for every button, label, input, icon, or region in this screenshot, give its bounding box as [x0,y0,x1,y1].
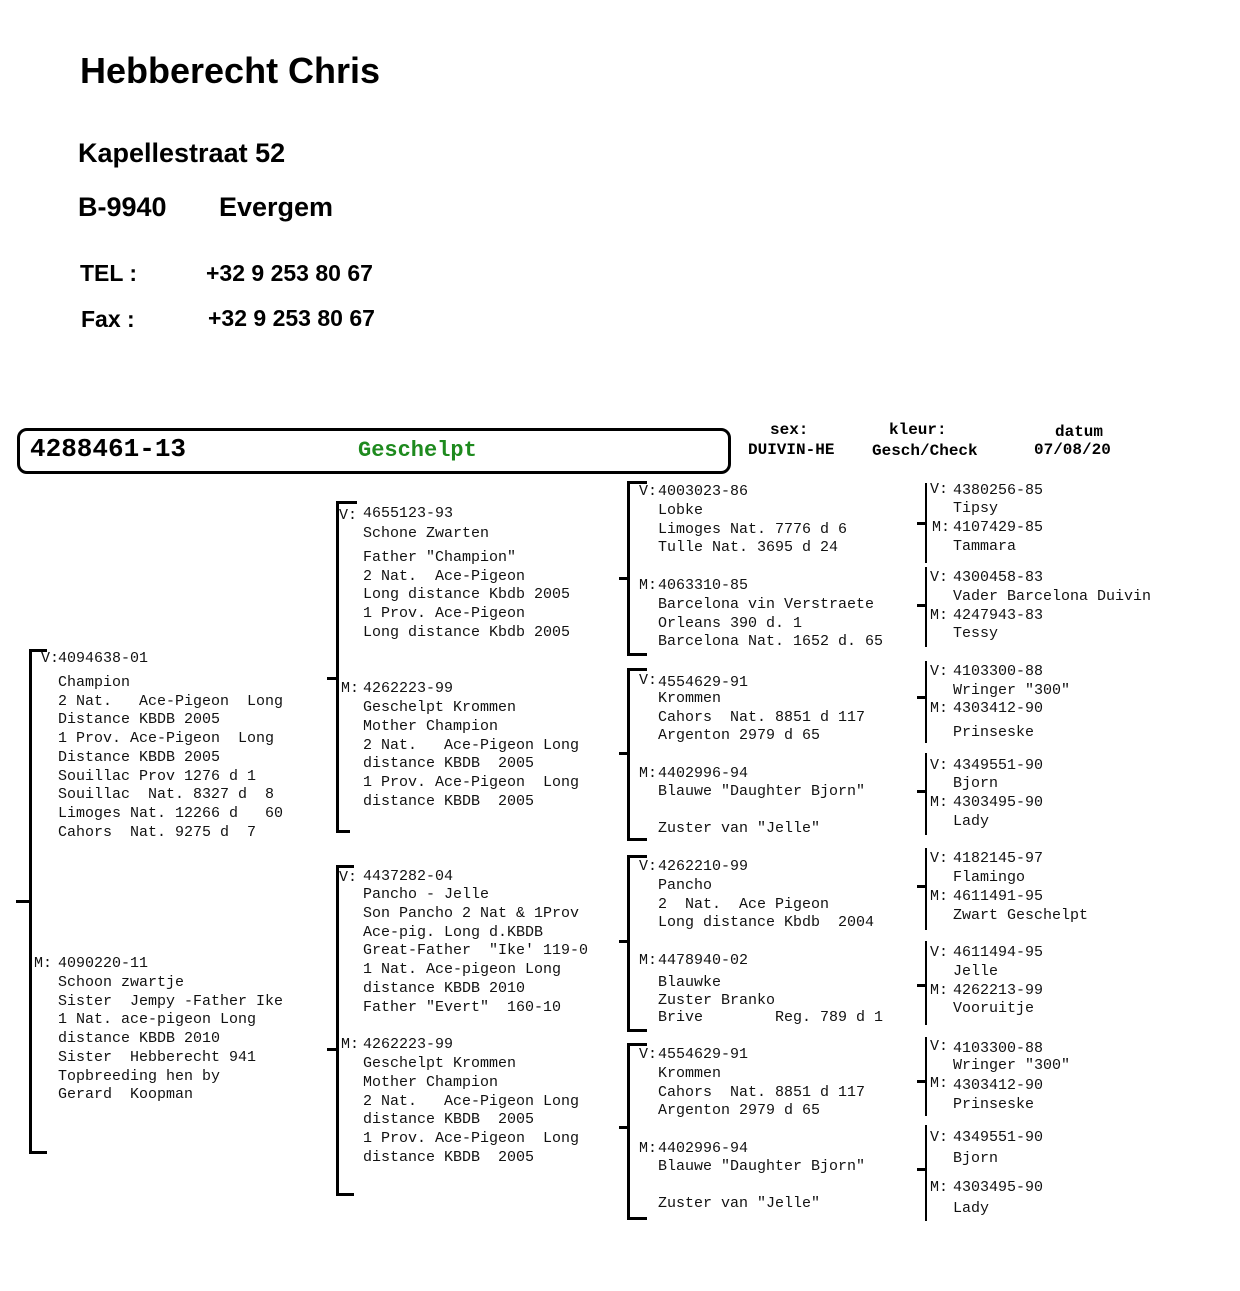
bracket-gen3c-vertical [627,855,630,1032]
gen4-2-tag: V: [930,569,949,586]
gen4-2-ring: 4300458-83 [953,569,1044,586]
gen4-5-name: Prinseske [953,724,1035,741]
bracket-gen4-3-vertical [925,661,927,743]
gen4-12-name: Wringer "300" [953,1057,1071,1074]
gen3-2-details: Krommen Cahors Nat. 8851 d 117 Argenton 2979 d 65 [658,690,866,745]
bracket-gen2a-vertical [336,501,339,833]
tel-label: TEL : [80,260,138,286]
gen4-1-tag: M: [932,519,951,536]
gen3-3-details: Blauwe "Daughter Bjorn" Zuster van "Jelle" [658,783,866,838]
gen4-6-tag: V: [930,757,949,774]
owner-name: Hebberecht Chris [80,50,381,91]
gen4-0-ring: 4380256-85 [953,482,1044,499]
gen2-2-name: Pancho - Jelle [363,886,490,903]
bracket-gen2b-vertical [336,865,339,1196]
dam-ring: 4090220-11 [58,955,149,972]
bracket-gen4-2-vertical [925,567,927,647]
gen2-1-name: Geschelpt Krommen [363,699,517,716]
gen3-2-ring: 4554629-91 [658,674,749,691]
bracket-gen4-4-vertical [925,753,927,835]
dam-tag: M: [34,955,53,972]
gen4-15-name: Lady [953,1200,990,1217]
bracket-gen1-bottom [29,1151,47,1154]
sex-value: DUIVIN-HE [748,441,835,459]
datum-value: 07/08/20 [1034,441,1111,459]
owner-postcode: B-9940 [78,192,167,222]
gen4-11-tag: M: [930,982,949,999]
sex-label: sex: [770,421,809,439]
bracket-gen3a-bottom [627,653,647,656]
bracket-gen3b-top [627,668,647,671]
gen4-5-ring: 4303412-90 [953,700,1044,717]
gen3-5-ring: 4478940-02 [658,952,749,969]
gen2-1-ring: 4262223-99 [363,680,454,697]
gen4-7-ring: 4303495-90 [953,794,1044,811]
gen4-15-ring: 4303495-90 [953,1179,1044,1196]
dam-details: Schoon zwartje Sister Jempy -Father Ike 1 Nat. ace-pigeon Long distance KBDB 2010 Sister Hebberecht 941 Topbreeding hen by Gerard Koopman [58,974,284,1104]
gen4-3-ring: 4247943-83 [953,607,1044,624]
bracket-gen2b-top [336,865,354,868]
sire-details: Champion 2 Nat. Ace-Pigeon Long Distance KBDB 2005 1 Prov. Ace-Pigeon Long Distance KBDB 2005 Souillac Prov 1276 d 1 Souillac Nat. 8327 d 8 Limoges Nat. 12266 d 60 Cahors Nat. 9275 d 7 [58,674,284,841]
bracket-gen1-vertical [29,649,32,1154]
bracket-gen3b-bottom [627,838,647,841]
gen3-1-tag: M: [639,577,658,594]
gen3-5-details: Blauwke Zuster Branko Brive Reg. 789 d 1 [658,974,884,1026]
bracket-gen2a-top [336,501,357,504]
bracket-gen2a-bottom [336,830,350,833]
gen2-1-tag: M: [341,680,360,697]
gen2-0-ring: 4655123-93 [363,505,454,522]
gen2-3-name: Geschelpt Krommen [363,1055,517,1072]
bird-ring-number: 4288461-13 [30,434,187,464]
gen2-3-tag: M: [341,1036,360,1053]
bracket-gen4-5-vertical [925,848,927,930]
sire-tag: V: [41,650,60,667]
bracket-gen3d-vertical [627,1043,630,1220]
gen4-8-ring: 4182145-97 [953,850,1044,867]
gen4-9-tag: M: [930,888,949,905]
gen4-14-tag: V: [930,1129,949,1146]
gen4-2-name: Vader Barcelona Duivin [953,588,1152,605]
gen2-0-details: Father "Champion" 2 Nat. Ace-Pigeon Long distance Kbdb 2005 1 Prov. Ace-Pigeon Long distance Kbdb 2005 [363,549,571,641]
gen2-1-details: Mother Champion 2 Nat. Ace-Pigeon Long distance KBDB 2005 1 Prov. Ace-Pigeon Long distance KBDB 2005 [363,718,580,810]
bracket-gen3c-bottom [627,1029,647,1032]
gen4-1-ring: 4107429-85 [953,519,1044,536]
gen4-10-tag: V: [930,944,949,961]
gen4-9-name: Zwart Geschelpt [953,907,1089,924]
gen4-5-tag: M: [930,700,949,717]
gen4-10-ring: 4611494-95 [953,944,1044,961]
gen3-6-details: Krommen Cahors Nat. 8851 d 117 Argenton 2979 d 65 [658,1065,866,1120]
gen3-6-ring: 4554629-91 [658,1046,749,1063]
gen4-4-ring: 4103300-88 [953,663,1044,680]
gen4-4-name: Wringer "300" [953,682,1071,699]
bracket-gen3d-bottom [627,1217,647,1220]
bracket-gen4-7-vertical [925,1037,927,1116]
gen3-7-details: Blauwe "Daughter Bjorn" Zuster van "Jelle" [658,1158,866,1213]
gen4-15-tag: M: [930,1179,949,1196]
gen4-7-tag: M: [930,794,949,811]
gen3-7-ring: 4402996-94 [658,1140,749,1157]
gen4-13-ring: 4303412-90 [953,1077,1044,1094]
gen3-3-tag: M: [639,765,658,782]
gen3-6-tag: V: [639,1046,658,1063]
kleur-label: kleur: [889,421,947,439]
gen4-14-name: Bjorn [953,1150,999,1167]
gen4-8-tag: V: [930,850,949,867]
gen2-0-name: Schone Zwarten [363,525,490,542]
gen4-1-name: Tammara [953,538,1017,555]
gen3-4-tag: V: [639,858,658,875]
sire-ring: 4094638-01 [58,650,149,667]
gen3-7-tag: M: [639,1140,658,1157]
gen2-0-tag: V: [339,507,358,524]
gen4-6-ring: 4349551-90 [953,757,1044,774]
gen4-7-name: Lady [953,813,990,830]
gen4-0-name: Tipsy [953,500,999,517]
gen3-4-details: Pancho 2 Nat. Ace Pigeon Long distance Kbdb 2004 [658,877,875,932]
bird-color-name: Geschelpt [358,438,477,463]
gen3-4-ring: 4262210-99 [658,858,749,875]
bracket-gen3a-vertical [627,481,630,656]
gen4-6-name: Bjorn [953,775,999,792]
gen3-0-tag: V: [639,483,658,500]
gen2-2-ring: 4437282-04 [363,868,454,885]
bracket-gen3b-vertical [627,668,630,841]
datum-label: datum [1055,423,1104,441]
gen3-0-ring: 4003023-86 [658,483,749,500]
bracket-gen4-8-vertical [925,1125,927,1221]
tel-value: +32 9 253 80 67 [206,260,373,286]
gen3-5-tag: M: [639,952,658,969]
gen4-12-tag: V: [930,1038,949,1055]
gen4-10-name: Jelle [953,963,999,980]
gen2-3-ring: 4262223-99 [363,1036,454,1053]
bracket-gen4-1-vertical [925,483,927,563]
gen3-1-ring: 4063310-85 [658,577,749,594]
gen3-2-tag: V: [639,672,658,689]
gen2-3-details: Mother Champion 2 Nat. Ace-Pigeon Long distance KBDB 2005 1 Prov. Ace-Pigeon Long distance KBDB 2005 [363,1074,580,1166]
gen4-8-name: Flamingo [953,869,1026,886]
gen3-0-details: Lobke Limoges Nat. 7776 d 6 Tulle Nat. 3695 d 24 [658,502,848,557]
fax-label: Fax : [81,306,135,332]
gen4-11-name: Vooruitje [953,1000,1035,1017]
gen4-3-tag: M: [930,607,949,624]
gen4-9-ring: 4611491-95 [953,888,1044,905]
gen4-13-name: Prinseske [953,1096,1035,1113]
gen4-12-ring: 4103300-88 [953,1040,1044,1057]
gen4-0-tag: V: [930,481,949,498]
gen2-2-tag: V: [339,869,358,886]
gen4-11-ring: 4262213-99 [953,982,1044,999]
gen3-1-details: Barcelona vin Verstraete Orleans 390 d. 1 Barcelona Nat. 1652 d. 65 [658,596,884,651]
bracket-gen1-stub [16,900,30,903]
fax-value: +32 9 253 80 67 [208,305,375,331]
owner-street: Kapellestraat 52 [78,138,286,168]
gen4-14-ring: 4349551-90 [953,1129,1044,1146]
gen4-13-tag: M: [930,1075,949,1092]
owner-city: Evergem [219,192,334,222]
gen3-3-ring: 4402996-94 [658,765,749,782]
bracket-gen2b-bottom [336,1193,354,1196]
bracket-gen4-6-vertical [925,941,927,1025]
gen4-3-name: Tessy [953,625,999,642]
gen4-4-tag: V: [930,663,949,680]
gen2-2-details: Son Pancho 2 Nat & 1Prov Ace-pig. Long d.KBDB Great-Father "Ike' 119-0 1 Nat. Ace-pigeon Long distance KBDB 2010 Father "Evert" 160-10 [363,905,589,1016]
kleur-value: Gesch/Check [872,442,978,460]
